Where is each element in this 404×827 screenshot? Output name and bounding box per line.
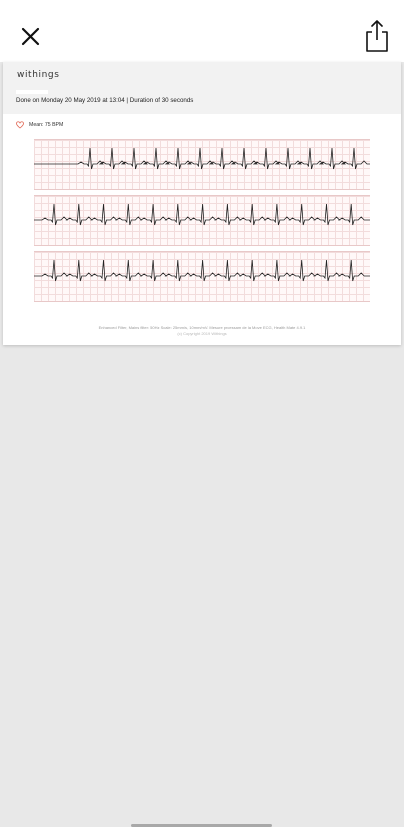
ecg-strip-1 bbox=[34, 139, 370, 190]
header-accent-strip bbox=[16, 90, 48, 94]
heart-icon bbox=[16, 121, 24, 129]
ecg-report-document bbox=[3, 62, 401, 345]
mean-bpm-row bbox=[16, 120, 63, 130]
share-button[interactable] bbox=[364, 18, 390, 54]
brand-logo: withings bbox=[17, 70, 60, 80]
recording-subtitle: Done on Monday 20 May 2019 at 13:04 | Duration of 30 seconds bbox=[16, 97, 194, 104]
report-footer-copyright: (c) Copyright 2019 Withings bbox=[177, 331, 227, 336]
ecg-strip-2 bbox=[34, 195, 370, 246]
close-button[interactable] bbox=[16, 22, 46, 52]
ecg-trace-1 bbox=[34, 140, 370, 189]
ecg-trace-3 bbox=[34, 252, 370, 301]
report-footer-settings: Enhanced Filter, Mains filter: 50Hz Scale: 25mm/s, 10mm/mV. Mesure prcessam de la Move ECG, Health Mate 4.9.1 bbox=[98, 325, 306, 330]
close-icon bbox=[16, 22, 46, 52]
mean-bpm-label: Mean: 75 BPM bbox=[29, 122, 64, 128]
ecg-strip-3 bbox=[34, 251, 370, 302]
report-header bbox=[3, 62, 401, 114]
top-bar bbox=[0, 0, 404, 62]
ecg-trace-2 bbox=[34, 196, 370, 245]
share-icon bbox=[364, 18, 390, 54]
